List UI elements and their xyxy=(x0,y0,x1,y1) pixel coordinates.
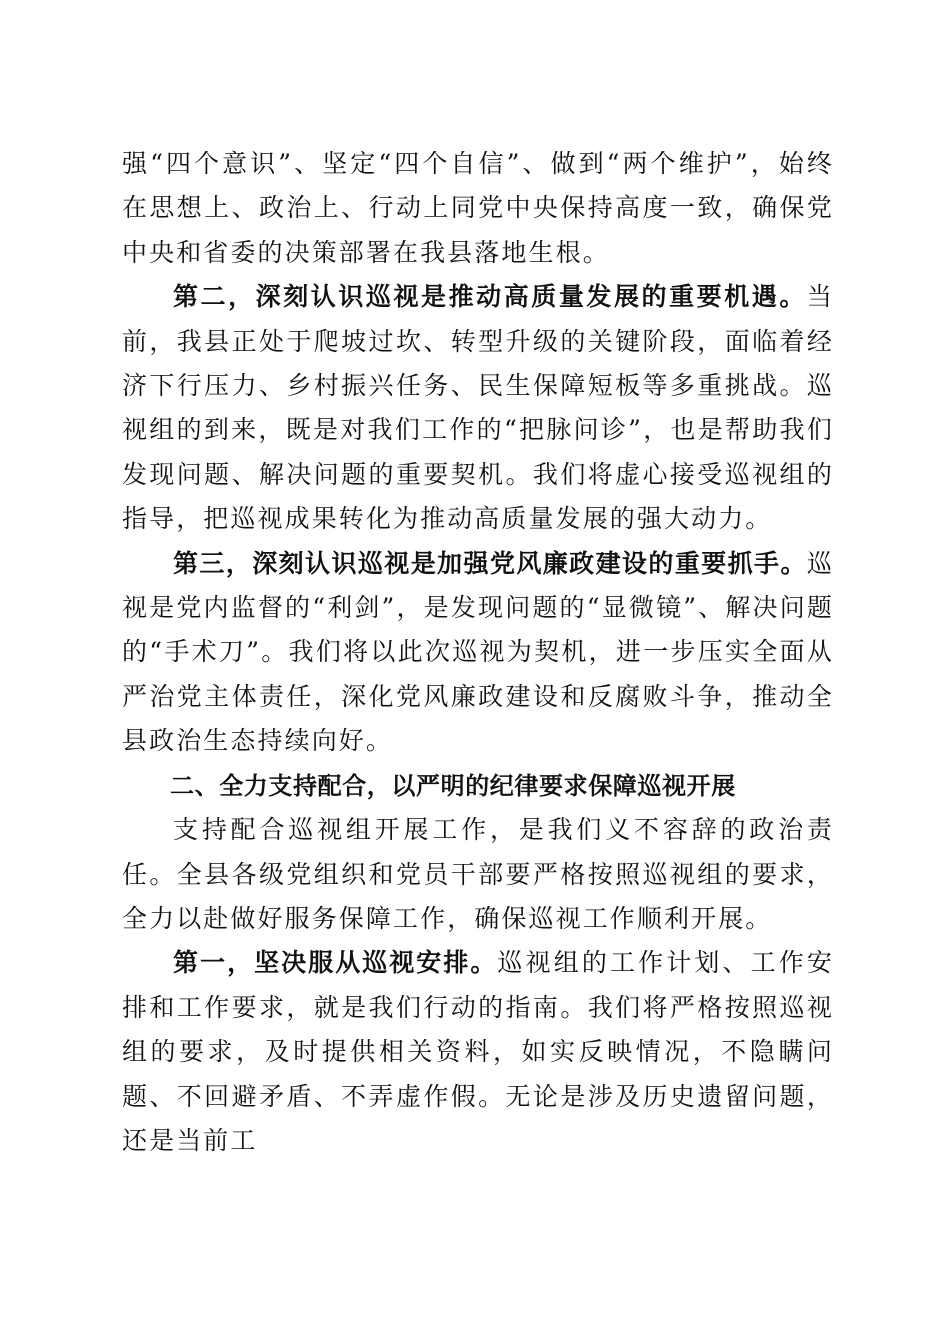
section-heading: 二、全力支持配合，以严明的纪律要求保障巡视开展 xyxy=(170,771,736,800)
paragraph-text: 当前，我县正处于爬坡过坎、转型升级的关键阶段，面临着经济下行压力、乡村振兴任务、民生保障短板等多重挑战。巡视组的到来，既是对我们工作的“把脉问诊”，也是帮助我们发现问题、解决问题的重要契机。我们将虚心接受巡视组的指导，把巡视成果转化为推动高质量发展的强大动力。 xyxy=(122,282,834,534)
paragraph-text: 支持配合巡视组开展工作，是我们义不容辞的政治责任。全县各级党组织和党员干部要严格按照巡视组的要求，全力以赴做好服务保障工作，确保巡视工作顺利开展。 xyxy=(122,815,834,933)
paragraph-text: 强“四个意识”、坚定“四个自信”、做到“两个维护”，始终在思想上、政治上、行动上同党中央保持高度一致，确保党中央和省委的决策部署在我县落地生根。 xyxy=(122,149,834,267)
paragraph-continuation xyxy=(122,142,834,275)
paragraph-text: 巡视组的工作计划、工作安排和工作要求，就是我们行动的指南。我们将严格按照巡视组的要求，及时提供相关资料，如实反映情况，不隐瞒问题、不回避矛盾、不弄虚作假。无论是涉及历史遗留问题，还是当前工 xyxy=(122,948,834,1155)
paragraph-point-one xyxy=(122,941,834,1163)
document-page xyxy=(122,142,834,1163)
paragraph-lead: 第二，深刻认识巡视是推动高质量发展的重要机遇。 xyxy=(173,282,807,312)
paragraph-point-three xyxy=(122,542,834,764)
paragraph-point-two xyxy=(122,275,834,541)
paragraph-text: 巡视是党内监督的“利剑”，是发现问题的“显微镜”、解决问题的“手术刀”。我们将以此次巡视为契机，进一步压实全面从严治党主体责任，深化党风廉政建设和反腐败斗争，推动全县政治生态持续向好。 xyxy=(122,548,834,756)
paragraph-lead: 第三，深刻认识巡视是加强党风廉政建设的重要抓手。 xyxy=(173,548,807,578)
paragraph-section-intro xyxy=(122,808,834,941)
paragraph-lead: 第一，坚决服从巡视安排。 xyxy=(173,948,498,978)
